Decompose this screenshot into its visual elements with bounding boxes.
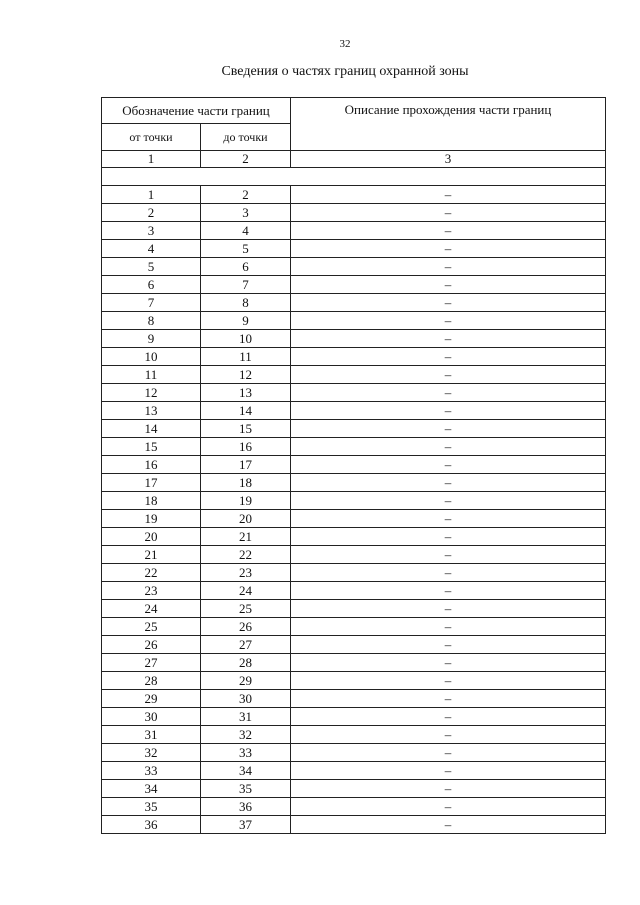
description-cell: – <box>291 222 606 240</box>
from-point-cell: 7 <box>102 294 201 312</box>
to-point-cell: 36 <box>201 798 291 816</box>
description-cell: – <box>291 348 606 366</box>
from-point-cell: 26 <box>102 636 201 654</box>
to-point-cell: 34 <box>201 762 291 780</box>
table-row <box>102 744 606 762</box>
from-point-cell: 8 <box>102 312 201 330</box>
description-cell: – <box>291 492 606 510</box>
from-point-cell: 19 <box>102 510 201 528</box>
to-point-cell: 24 <box>201 582 291 600</box>
description-cell: – <box>291 186 606 204</box>
table-row <box>102 258 606 276</box>
description-cell: – <box>291 312 606 330</box>
description-cell: – <box>291 762 606 780</box>
description-cell: – <box>291 546 606 564</box>
to-point-cell: 13 <box>201 384 291 402</box>
table-row <box>102 564 606 582</box>
from-point-cell: 3 <box>102 222 201 240</box>
description-cell: – <box>291 420 606 438</box>
to-point-cell: 7 <box>201 276 291 294</box>
description-cell: – <box>291 672 606 690</box>
description-cell: – <box>291 276 606 294</box>
table-row <box>102 618 606 636</box>
to-point-cell: 35 <box>201 780 291 798</box>
table-row <box>102 402 606 420</box>
to-point-cell: 30 <box>201 690 291 708</box>
from-point-cell: 14 <box>102 420 201 438</box>
to-point-cell: 21 <box>201 528 291 546</box>
description-cell: – <box>291 726 606 744</box>
to-point-cell: 18 <box>201 474 291 492</box>
from-point-cell: 16 <box>102 456 201 474</box>
to-point-cell: 12 <box>201 366 291 384</box>
table-row <box>102 762 606 780</box>
from-point-cell: 9 <box>102 330 201 348</box>
description-cell: – <box>291 654 606 672</box>
from-point-cell: 24 <box>102 600 201 618</box>
description-cell: – <box>291 258 606 276</box>
from-point-cell: 36 <box>102 816 201 834</box>
from-point-cell: 23 <box>102 582 201 600</box>
column-number: 3 <box>291 151 606 168</box>
description-cell: – <box>291 438 606 456</box>
table-row <box>102 726 606 744</box>
description-cell: – <box>291 744 606 762</box>
description-cell: – <box>291 618 606 636</box>
from-point-cell: 21 <box>102 546 201 564</box>
to-point-cell: 22 <box>201 546 291 564</box>
boundary-parts-table <box>101 97 606 834</box>
description-cell: – <box>291 240 606 258</box>
description-cell: – <box>291 816 606 834</box>
description-cell: – <box>291 708 606 726</box>
to-point-cell: 26 <box>201 618 291 636</box>
to-point-cell: 33 <box>201 744 291 762</box>
from-point-cell: 32 <box>102 744 201 762</box>
header-from-point: от точки <box>102 124 201 151</box>
column-number: 2 <box>201 151 291 168</box>
description-cell: – <box>291 528 606 546</box>
description-cell: – <box>291 204 606 222</box>
to-point-cell: 28 <box>201 654 291 672</box>
table-row <box>102 348 606 366</box>
description-cell: – <box>291 798 606 816</box>
to-point-cell: 8 <box>201 294 291 312</box>
description-cell: – <box>291 294 606 312</box>
to-point-cell: 27 <box>201 636 291 654</box>
column-number: 1 <box>102 151 201 168</box>
to-point-cell: 29 <box>201 672 291 690</box>
table-row <box>102 816 606 834</box>
description-cell: – <box>291 780 606 798</box>
from-point-cell: 10 <box>102 348 201 366</box>
table-row <box>102 636 606 654</box>
from-point-cell: 35 <box>102 798 201 816</box>
to-point-cell: 11 <box>201 348 291 366</box>
to-point-cell: 14 <box>201 402 291 420</box>
header-description: Описание прохождения части границ <box>291 98 606 151</box>
table-row <box>102 600 606 618</box>
from-point-cell: 2 <box>102 204 201 222</box>
from-point-cell: 15 <box>102 438 201 456</box>
from-point-cell: 29 <box>102 690 201 708</box>
to-point-cell: 20 <box>201 510 291 528</box>
table-spacer-row <box>102 168 606 186</box>
from-point-cell: 12 <box>102 384 201 402</box>
to-point-cell: 2 <box>201 186 291 204</box>
from-point-cell: 30 <box>102 708 201 726</box>
to-point-cell: 6 <box>201 258 291 276</box>
table-row <box>102 528 606 546</box>
table-row <box>102 384 606 402</box>
from-point-cell: 20 <box>102 528 201 546</box>
to-point-cell: 5 <box>201 240 291 258</box>
table-header-row <box>102 98 606 124</box>
table-row <box>102 798 606 816</box>
table-row <box>102 312 606 330</box>
description-cell: – <box>291 366 606 384</box>
table-row <box>102 672 606 690</box>
table-row <box>102 492 606 510</box>
from-point-cell: 5 <box>102 258 201 276</box>
header-to-point: до точки <box>201 124 291 151</box>
from-point-cell: 34 <box>102 780 201 798</box>
from-point-cell: 6 <box>102 276 201 294</box>
from-point-cell: 22 <box>102 564 201 582</box>
description-cell: – <box>291 330 606 348</box>
table-row <box>102 294 606 312</box>
from-point-cell: 4 <box>102 240 201 258</box>
description-cell: – <box>291 384 606 402</box>
description-cell: – <box>291 690 606 708</box>
table-row <box>102 222 606 240</box>
to-point-cell: 25 <box>201 600 291 618</box>
to-point-cell: 19 <box>201 492 291 510</box>
to-point-cell: 15 <box>201 420 291 438</box>
from-point-cell: 28 <box>102 672 201 690</box>
description-cell: – <box>291 402 606 420</box>
description-cell: – <box>291 474 606 492</box>
document-title: Сведения о частях границ охранной зоны <box>221 64 469 79</box>
table-row <box>102 510 606 528</box>
table-row <box>102 240 606 258</box>
to-point-cell: 4 <box>201 222 291 240</box>
table-row <box>102 456 606 474</box>
description-cell: – <box>291 564 606 582</box>
table-row <box>102 690 606 708</box>
from-point-cell: 11 <box>102 366 201 384</box>
from-point-cell: 1 <box>102 186 201 204</box>
from-point-cell: 17 <box>102 474 201 492</box>
table-row <box>102 708 606 726</box>
page-number: 32 <box>339 38 351 50</box>
table-row <box>102 654 606 672</box>
table-row <box>102 438 606 456</box>
table-row <box>102 330 606 348</box>
to-point-cell: 3 <box>201 204 291 222</box>
to-point-cell: 32 <box>201 726 291 744</box>
from-point-cell: 13 <box>102 402 201 420</box>
table-row <box>102 546 606 564</box>
table-row <box>102 474 606 492</box>
description-cell: – <box>291 582 606 600</box>
description-cell: – <box>291 456 606 474</box>
description-cell: – <box>291 636 606 654</box>
table-row <box>102 582 606 600</box>
table-row <box>102 186 606 204</box>
spacer-cell <box>102 168 606 186</box>
table-row <box>102 420 606 438</box>
from-point-cell: 31 <box>102 726 201 744</box>
from-point-cell: 25 <box>102 618 201 636</box>
from-point-cell: 33 <box>102 762 201 780</box>
to-point-cell: 37 <box>201 816 291 834</box>
to-point-cell: 17 <box>201 456 291 474</box>
table-row <box>102 204 606 222</box>
header-boundary-designation: Обозначение части границ <box>102 98 291 124</box>
description-cell: – <box>291 600 606 618</box>
to-point-cell: 31 <box>201 708 291 726</box>
to-point-cell: 9 <box>201 312 291 330</box>
table-row <box>102 276 606 294</box>
description-cell: – <box>291 510 606 528</box>
from-point-cell: 18 <box>102 492 201 510</box>
from-point-cell: 27 <box>102 654 201 672</box>
table-row <box>102 366 606 384</box>
to-point-cell: 10 <box>201 330 291 348</box>
to-point-cell: 16 <box>201 438 291 456</box>
column-number-row <box>102 151 606 168</box>
table-row <box>102 780 606 798</box>
to-point-cell: 23 <box>201 564 291 582</box>
